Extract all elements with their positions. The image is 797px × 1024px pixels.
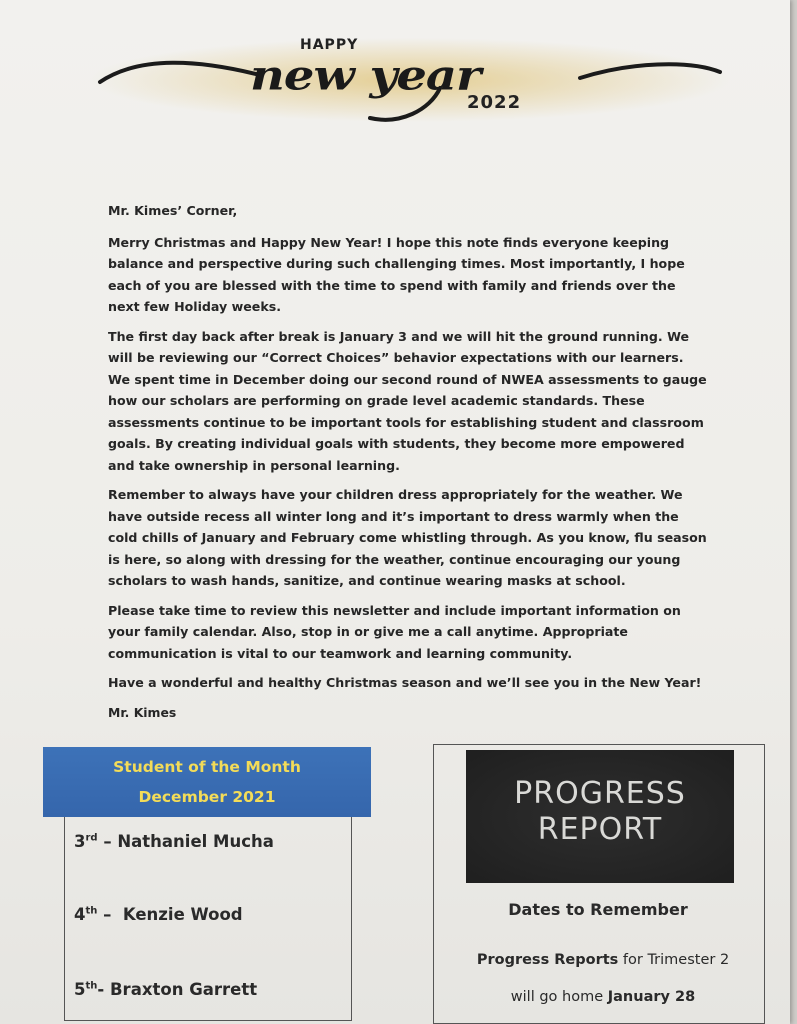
winner-item: 3rd – Nathaniel Mucha xyxy=(74,832,274,851)
winner-name: Nathaniel Mucha xyxy=(117,832,274,851)
letter-paragraph: The first day back after break is January 3 and we will hit the ground running. We will be reviewing our “Correct Choices” behavior expectations with our learners. We spent time in December doing our second round of NWEA assessments to gauge how our scholars are performing on grade level academic standards. These assessments continue to be important tools for establishing student and classroom goals. By creating individual goals with students, they become more empowered and take ownership in personal learning. xyxy=(108,328,707,473)
winner-name: Kenzie Wood xyxy=(122,905,243,924)
dates-to-remember-title: Dates to Remember xyxy=(508,900,688,919)
year-heading: 2022 xyxy=(467,92,522,113)
letter-paragraph: Merry Christmas and Happy New Year! I hope this note finds everyone keeping balance and perspective during such challenging times. Most importantly, I hope each of you are blessed with the time to spend with family and friends over the next few Holiday weeks. xyxy=(108,234,685,314)
student-of-month-date: December 2021 xyxy=(138,788,276,806)
happy-heading: HAPPY xyxy=(300,37,359,53)
letter-paragraph: Have a wonderful and healthy Christmas season and we’ll see you in the New Year! xyxy=(108,675,702,690)
letter-paragraph: Please take time to review this newsletter and include important information on your family calendar. Also, stop in or give me a call anytime. Appropriate communication is vital to our teamwork and learning community. xyxy=(108,602,681,661)
progress-date-line: will go home January 28 xyxy=(510,989,696,1005)
winner-name: Braxton Garrett xyxy=(109,980,258,999)
progress-report-chalkboard: PROGRESS REPORT xyxy=(466,750,734,883)
letter-greeting: Mr. Kimes’ Corner, xyxy=(108,203,238,218)
letter-body xyxy=(108,200,708,731)
winner-item: 4th – Kenzie Wood xyxy=(74,905,243,924)
progress-date-line: Progress Reports for Trimester 2 xyxy=(476,952,730,968)
letter-signature: Mr. Kimes xyxy=(108,704,177,720)
letter-paragraph: Remember to always have your children dress appropriately for the weather. We have outside recess all winter long and it’s important to dress warmly when the cold chills of January and February come whistling through. As you know, flu season is here, so along with dressing for the weather, continue encouraging our young scholars to wash hands, sanitize, and continue wearing masks at school. xyxy=(108,487,707,588)
new-year-script: new year xyxy=(250,52,481,100)
winner-item: 5th- Braxton Garrett xyxy=(74,980,258,999)
student-of-month-header xyxy=(43,747,371,817)
student-of-month-title: Student of the Month xyxy=(113,758,301,776)
